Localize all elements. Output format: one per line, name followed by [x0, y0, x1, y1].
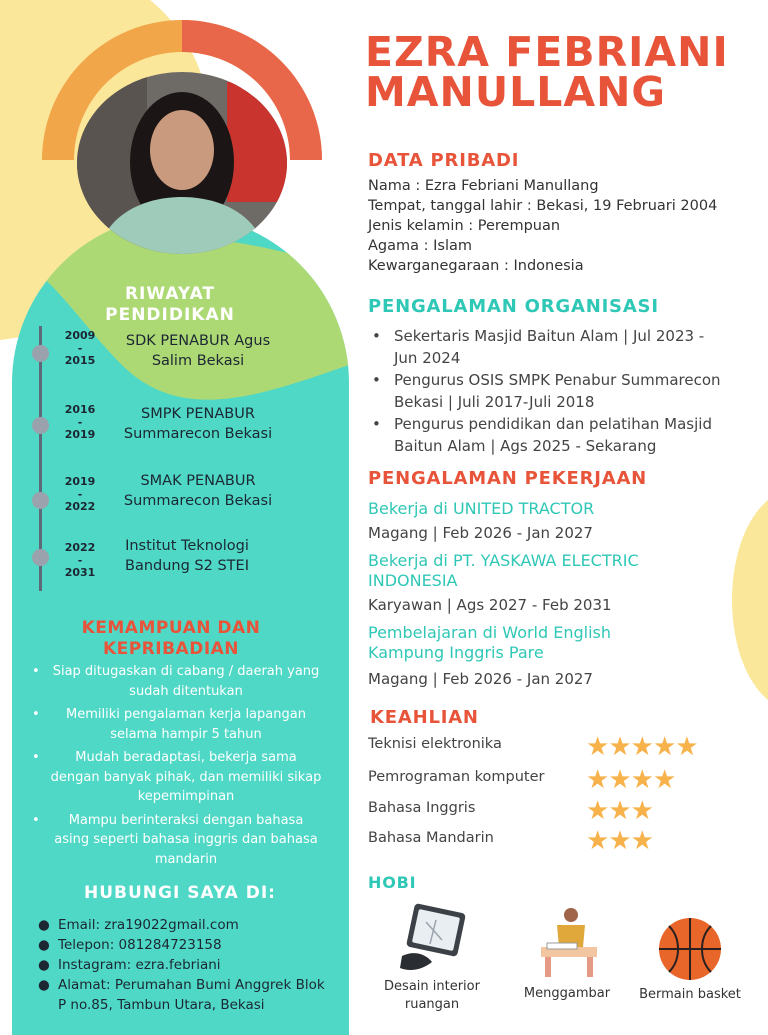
education-years: 2019 - 2022 [64, 475, 96, 513]
star-rating [586, 734, 698, 760]
contact-title: HUBUNGI SAYA DI: [84, 883, 276, 903]
skill-row [368, 767, 728, 797]
contact-list [38, 915, 328, 1015]
organization-item: • Pengurus OSIS SMPK Penabur Summarecon Bekasi | Juli 2017-Juli 2018 [372, 371, 721, 411]
contact-phone[interactable]: ● Telepon: 081284723158 [38, 937, 222, 953]
organization-title: PENGALAMAN ORGANISASI [368, 296, 659, 317]
work-item [368, 499, 698, 543]
star-icon: ★ [630, 826, 653, 856]
personal-line: Jenis kelamin : Perempuan [368, 218, 561, 234]
personal-line: Agama : Islam [368, 238, 472, 254]
ability-item: • Memiliki pengalaman kerja lapangan selama hampir 5 tahun [32, 707, 306, 742]
timeline-dot [32, 345, 49, 362]
star-icon: ★ [586, 796, 609, 826]
skill-label: Pemrograman komputer [368, 769, 545, 785]
hobby-item [372, 900, 492, 1014]
star-icon: ★ [652, 765, 676, 795]
skills-title: KEAHLIAN [370, 707, 479, 728]
organization-item: • Sekertaris Masjid Baitun Alam | Jul 2023 - Jun 2024 [372, 327, 705, 367]
education-school: SDK PENABUR Agus Salim Bekasi [125, 333, 271, 369]
skill-row [368, 828, 728, 858]
star-rating [586, 828, 653, 854]
education-school: SMAK PENABUR Summarecon Bekasi [123, 473, 273, 509]
ability-item: • Siap ditugaskan di cabang / daerah yang sudah ditentukan [32, 664, 320, 699]
star-icon: ★ [652, 732, 676, 762]
education-years: 2016 - 2019 [64, 403, 96, 441]
hobby-item [512, 905, 622, 1003]
education-years: 2022 - 2031 [64, 541, 96, 579]
profile-photo [77, 72, 287, 254]
star-icon: ★ [630, 796, 653, 826]
star-icon: ★ [630, 765, 653, 795]
work-item [368, 551, 708, 615]
skill-label: Teknisi elektronika [368, 736, 502, 752]
organization-item: • Pengurus pendidikan dan pelatihan Masjid Baitun Alam | Ags 2025 - Sekarang [372, 415, 712, 455]
abilities-list [32, 662, 322, 873]
name-line-2: MANULLANG [365, 68, 667, 116]
work-place: Pembelajaran di World English Kampung Inggris Pare [368, 623, 612, 662]
education-years: 2009 - 2015 [64, 329, 96, 367]
personal-lines [368, 176, 748, 276]
star-icon: ★ [675, 732, 698, 762]
personal-line: Nama : Ezra Febriani Manullang [368, 178, 599, 194]
hobby-label: Menggambar [523, 986, 611, 1001]
ability-item: • Mudah beradaptasi, bekerja sama dengan banyak pihak, dan memiliki sikap kepemimpinan [32, 750, 322, 804]
star-icon: ★ [608, 732, 631, 762]
star-icon: ★ [608, 826, 631, 856]
organization-list [372, 325, 732, 457]
star-icon: ★ [586, 765, 609, 795]
star-icon: ★ [608, 796, 631, 826]
full-name [365, 28, 729, 116]
work-detail: Magang | Feb 2026 - Jan 2027 [368, 524, 593, 542]
timeline-dot [32, 417, 49, 434]
hobbies-title: HOBI [368, 873, 417, 892]
education-school: Institut Teknologi Bandung S2 STEI [125, 538, 249, 574]
timeline-dot [32, 492, 49, 509]
person-drawing-icon [527, 905, 607, 981]
skill-row [368, 734, 728, 764]
name-line-1: EZRA FEBRIANI [365, 28, 729, 76]
hobby-label: Bermain basket [639, 987, 741, 1002]
tablet-drawing-icon [392, 900, 472, 976]
education-school: SMPK PENABUR Summarecon Bekasi [123, 406, 273, 442]
star-icon: ★ [630, 732, 653, 762]
star-icon: ★ [586, 826, 609, 856]
skill-row [368, 798, 728, 828]
star-icon: ★ [608, 765, 631, 795]
star-rating [586, 798, 653, 824]
personal-line: Kewarganegaraan : Indonesia [368, 258, 584, 274]
work-place: Bekerja di PT. YASKAWA ELECTRIC INDONESIA [368, 551, 639, 590]
ability-item: • Mampu berinteraksi dengan bahasa asing seperti bahasa inggris dan bahasa mandarin [32, 812, 318, 867]
skill-label: Bahasa Mandarin [368, 830, 494, 846]
basketball-icon [657, 916, 723, 982]
work-title: PENGALAMAN PEKERJAAN [368, 468, 648, 489]
skill-label: Bahasa Inggris [368, 800, 476, 816]
work-detail: Magang | Feb 2026 - Jan 2027 [368, 670, 593, 688]
star-icon: ★ [586, 732, 609, 762]
star-rating [586, 767, 675, 793]
personal-title: DATA PRIBADI [368, 150, 520, 171]
timeline-dot [32, 549, 49, 566]
abilities-title: KEMAMPUAN DAN KEPRIBADIAN [81, 618, 261, 659]
contact-email[interactable]: ● Email: zra19022gmail.com [38, 917, 239, 933]
work-detail: Karyawan | Ags 2027 - Feb 2031 [368, 596, 612, 614]
work-place: Bekerja di UNITED TRACTOR [368, 499, 595, 518]
education-title: RIWAYAT PENDIDIKAN [105, 284, 235, 325]
hobby-item [630, 916, 750, 1004]
personal-line: Tempat, tanggal lahir : Bekasi, 19 Februari 2004 [368, 198, 718, 214]
contact-address: ● Alamat: Perumahan Bumi Anggrek Blok P no.85, Tambun Utara, Bekasi [38, 977, 325, 1013]
hobby-label: Desain interior ruangan [384, 979, 480, 1012]
work-item [368, 623, 668, 689]
contact-instagram[interactable]: ● Instagram: ezra.febriani [38, 957, 221, 973]
